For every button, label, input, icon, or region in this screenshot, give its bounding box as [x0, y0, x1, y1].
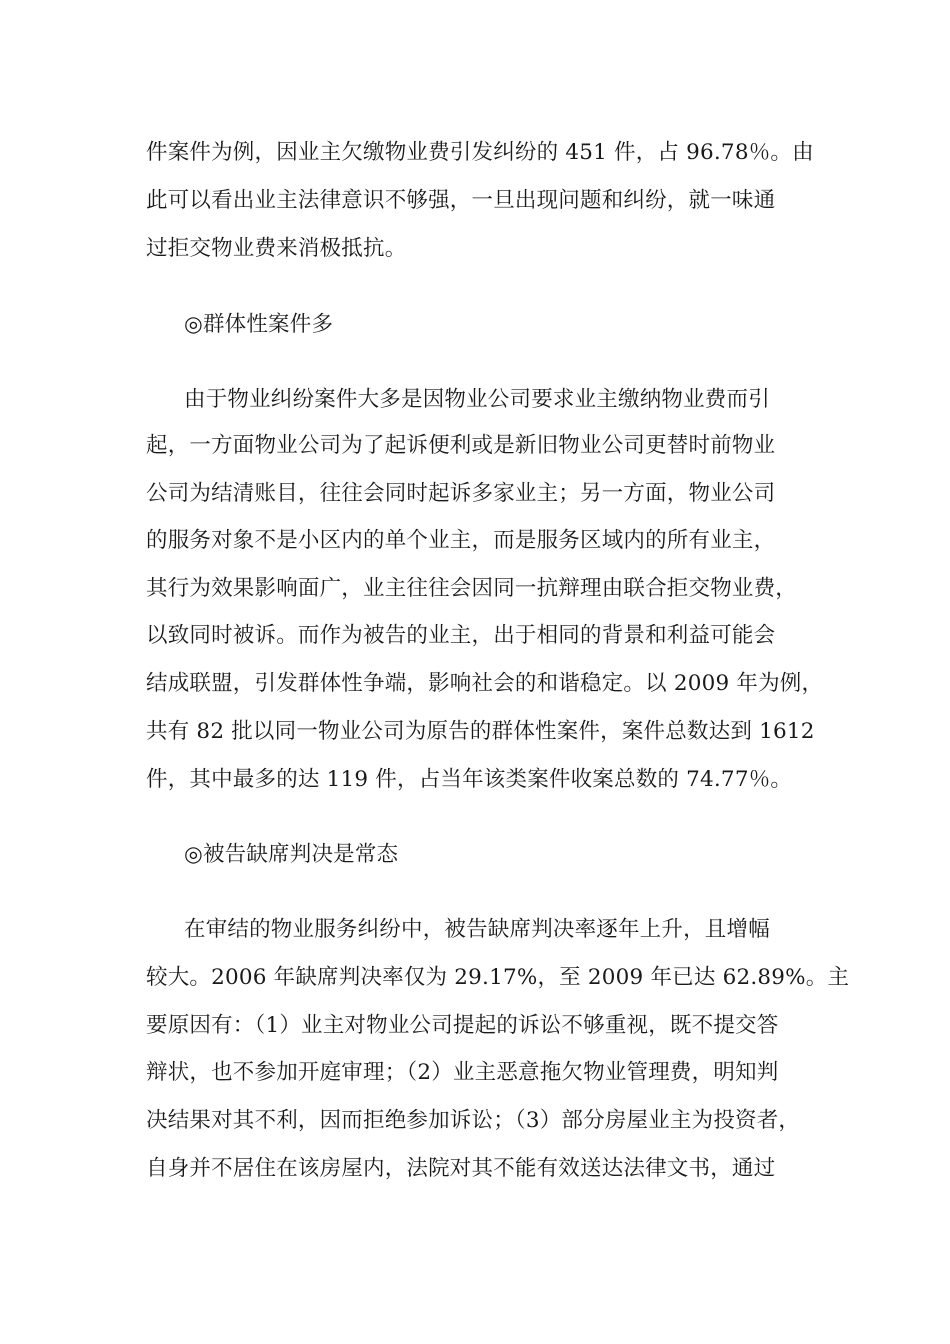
paragraph-line: 公司为结清账目，往往会同时起诉多家业主；另一方面，物业公司: [146, 481, 776, 506]
paragraph-line: 结成联盟，引发群体性争端，影响社会的和谐稳定。以 2009 年为例，: [146, 671, 824, 696]
paragraph-line: 的服务对象不是小区内的单个业主，而是服务区域内的所有业主，: [146, 528, 776, 553]
paragraph-line: 共有 82 批以同一物业公司为原告的群体性案件，案件总数达到 1612: [146, 719, 815, 744]
paragraph-line: 过拒交物业费来消极抵抗。: [146, 236, 407, 261]
paragraph-line: 要原因有：（1）业主对物业公司提起的诉讼不够重视，既不提交答: [146, 1013, 779, 1038]
paragraph-line: 由于物业纠纷案件大多是因物业公司要求业主缴纳物业费而引: [184, 387, 770, 412]
paragraph-line: 自身并不居住在该房屋内，法院对其不能有效送达法律文书，通过: [146, 1156, 776, 1181]
paragraph-line: 以致同时被诉。而作为被告的业主，出于相同的背景和利益可能会: [146, 623, 776, 648]
paragraph-line: 决结果对其不利，因而拒绝参加诉讼；（3）部分房屋业主为投资者，: [146, 1108, 801, 1133]
section-heading-default-judgment: ◎被告缺席判决是常态: [184, 842, 399, 867]
paragraph-line: 较大。2006 年缺席判决率仅为 29.17%，至 2009 年已达 62.89%。主: [146, 965, 850, 990]
paragraph-line: 其行为效果影响面广，业主往往会因同一抗辩理由联合拒交物业费，: [146, 576, 798, 601]
paragraph-line: 辩状，也不参加开庭审理；（2）业主恶意拖欠物业管理费，明知判: [146, 1060, 779, 1085]
paragraph-line: 件，其中最多的达 119 件，占当年该类案件收案总数的 74.77％。: [146, 767, 793, 792]
paragraph-line: 起，一方面物业公司为了起诉便利或是新旧物业公司更替时前物业: [146, 433, 776, 458]
paragraph-line: 在审结的物业服务纠纷中，被告缺席判决率逐年上升，且增幅: [184, 917, 770, 942]
paragraph-line: 此可以看出业主法律意识不够强，一旦出现问题和纠纷，就一味通: [146, 188, 776, 213]
section-heading-group-cases: ◎群体性案件多: [184, 312, 334, 337]
paragraph-line: 件案件为例，因业主欠缴物业费引发纠纷的 451 件，占 96.78％。由: [146, 140, 814, 165]
